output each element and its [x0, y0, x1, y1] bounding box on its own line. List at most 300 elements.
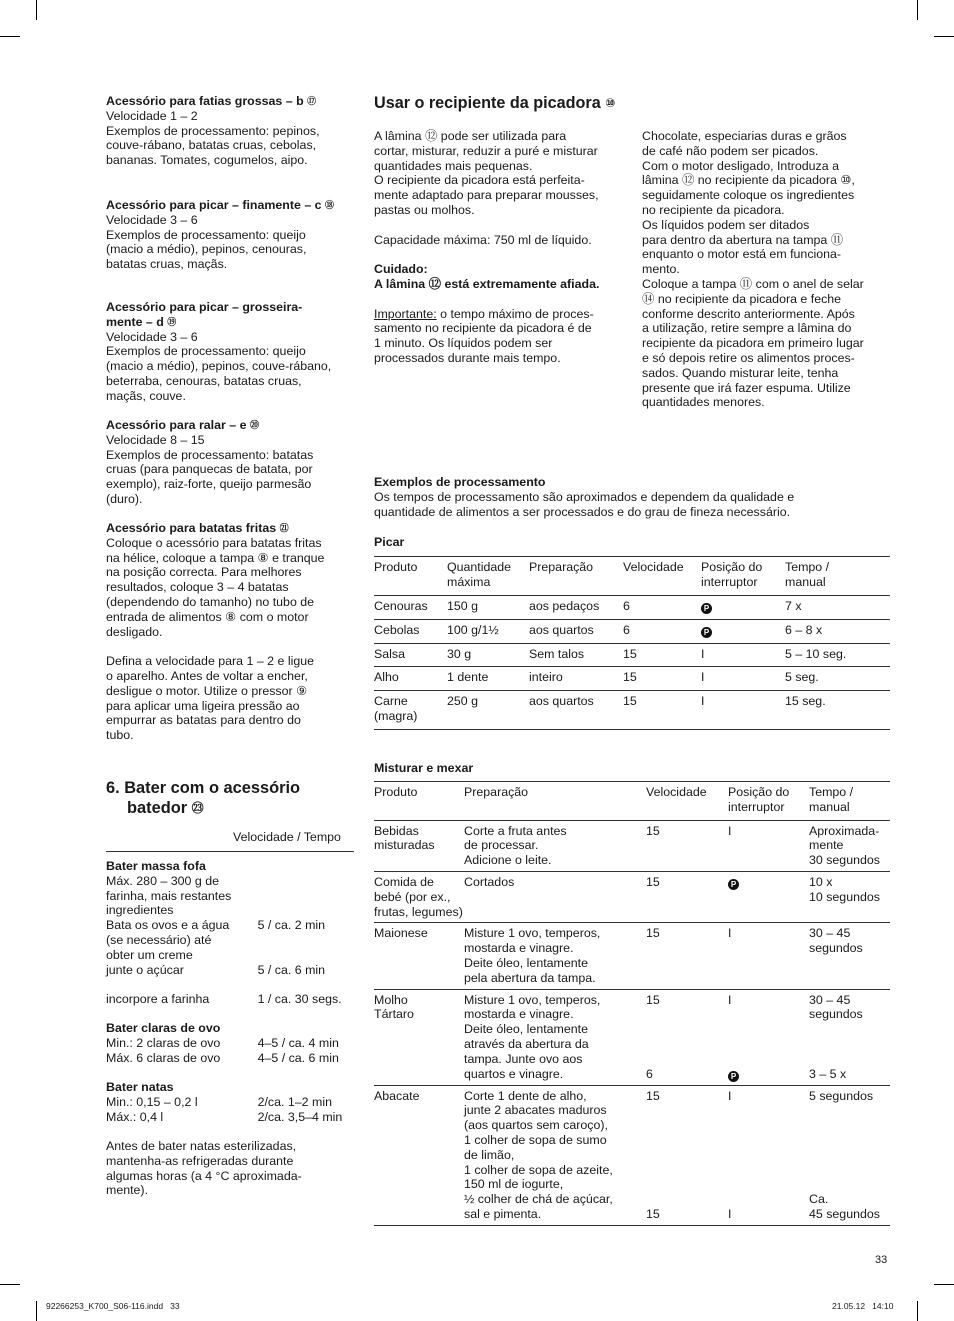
table-row: [374, 1086, 890, 1226]
line: (macio a médio), pepinos, couve-rábano,: [106, 359, 332, 374]
crop-mark: [0, 36, 20, 37]
examples-intro: [374, 475, 894, 519]
cell-line: [728, 1133, 809, 1148]
cell-line: [809, 1052, 890, 1067]
cell-line: Deite óleo, lentamente: [464, 955, 588, 970]
cell-line: 15: [646, 1206, 660, 1221]
cell-line: Misture 1 ovo, temperos,: [464, 992, 601, 1007]
subheading: Bater massa fofa: [106, 859, 206, 873]
pulse-icon: P: [728, 879, 739, 890]
line: sados. Quando misturar leite, tenha: [642, 365, 839, 380]
cell-line: 1 colher de sopa de sumo: [464, 1132, 607, 1147]
cell-line: I: [701, 670, 705, 685]
cell-line: [646, 1118, 728, 1133]
cell-line: [646, 1163, 728, 1178]
line: quantidades menores.: [642, 395, 765, 410]
cell-line: [728, 1007, 809, 1022]
cell-line: inteiro: [529, 670, 563, 685]
table-cell: [529, 670, 623, 685]
table-row: [374, 821, 890, 872]
table-cell: [728, 785, 809, 815]
title: Acessório para picar – finamente – c: [106, 198, 322, 212]
table-cell: [785, 694, 890, 724]
line: maçãs, couve.: [106, 388, 186, 403]
step: junte o açúcar: [106, 962, 184, 977]
table-cell: [374, 623, 447, 638]
cell-line: (aos quartos sem caroço),: [464, 1118, 608, 1133]
crop-mark: [36, 1301, 37, 1321]
line: Exemplos de processamento: pepinos,: [106, 123, 320, 138]
table-cell: [529, 560, 623, 590]
speed-time: 5 / ca. 6 min: [257, 962, 326, 977]
cell-line: 15: [646, 926, 660, 941]
line: cruas (para panquecas de batata, por: [106, 462, 313, 477]
crop-mark: [917, 0, 918, 20]
cell-line: [646, 1022, 728, 1037]
line: e só depois retire os alimentos proces-: [642, 350, 855, 365]
line: beterraba, cenouras, batatas cruas,: [106, 373, 302, 388]
cell-line: Molho: [374, 992, 408, 1007]
cell-line: 15: [646, 992, 660, 1007]
cell-line: interruptor: [728, 799, 785, 814]
table-cell: [646, 824, 728, 868]
callout-number: ⑱: [325, 200, 335, 210]
cell-line: [728, 1192, 809, 1207]
table-row: [374, 872, 890, 923]
table-cell: [646, 926, 728, 985]
line: Velocidade 1 – 2: [106, 108, 198, 123]
pulse-icon: P: [701, 627, 712, 638]
table-cell: [447, 647, 529, 662]
heading-text: Usar o recipiente da picadora: [374, 94, 601, 112]
step: Bata os ovos e a água: [106, 918, 230, 933]
line: Velocidade 8 – 15: [106, 432, 205, 447]
cell-line: segundos: [809, 941, 863, 956]
line: A lâmina ⑫ pode ser utilizada para: [374, 129, 567, 143]
cell-line: Ca.: [809, 1192, 829, 1207]
table-cell: [701, 560, 785, 590]
cell-line: Preparação: [464, 785, 529, 799]
cell-line: Tempo /: [785, 560, 830, 574]
cell-line: 15: [646, 823, 660, 838]
cell-line: [728, 1103, 809, 1118]
line: batatas cruas, maçãs.: [106, 257, 228, 272]
line: Os tempos de processamento são aproximados e dependem da qualidade e: [374, 489, 795, 504]
line: mento.: [642, 262, 680, 277]
line: Máx. 280 – 300 g de: [106, 873, 219, 888]
cell-line: [809, 1037, 890, 1052]
step: (se necessário) até: [106, 932, 212, 947]
speed-time: 2/ca. 3,5–4 min: [257, 1109, 343, 1124]
cell-line: 15: [646, 874, 660, 889]
cell-line: mente: [809, 838, 844, 853]
line: O recipiente da picadora está perfeita-: [374, 173, 585, 188]
table-cell: [728, 926, 809, 985]
cell-line: Bebidas: [374, 823, 419, 838]
cell-line: (magra): [374, 708, 418, 723]
pulse-icon: P: [701, 603, 712, 614]
callout-number: ⑰: [307, 96, 317, 106]
crop-mark: [0, 1284, 20, 1285]
cell-line: I: [728, 1088, 732, 1103]
picadora-col1: [374, 129, 629, 366]
footer-date: 21.05.12 14:10: [832, 1301, 894, 1311]
divider: [106, 851, 354, 852]
callout-number: ㉑: [279, 523, 289, 533]
cell-line: 30 – 45: [809, 992, 851, 1007]
cell-line: [728, 1052, 809, 1067]
title: mente – d: [106, 314, 164, 329]
table-cell: [809, 785, 890, 815]
cell-line: I: [701, 694, 705, 709]
cell-line: 100 g/1½: [447, 622, 499, 637]
crop-mark: [934, 1284, 954, 1285]
line: Velocidade 3 – 6: [106, 212, 198, 227]
line: para aplicar uma ligeira pressão ao: [106, 698, 300, 713]
cell-line: através da abertura da: [464, 1036, 589, 1051]
cell-line: I: [728, 926, 732, 941]
section-ralar: [106, 418, 356, 507]
table-cell: [728, 875, 809, 919]
cell-line: ½ colher de chá de açúcar,: [464, 1192, 613, 1207]
table-row: [374, 990, 890, 1086]
cell-line: junte 2 abacates maduros: [464, 1103, 607, 1118]
section-fino: [106, 198, 356, 272]
cell-line: Corte a fruta antes: [464, 823, 567, 838]
caution-title: Cuidado:: [374, 262, 428, 277]
cell-line: bebé (por ex.,: [374, 889, 451, 904]
table-cell: [529, 647, 623, 662]
line: Defina a velocidade para 1 – 2 e ligue: [106, 654, 315, 669]
cell-line: 1 colher de sopa de azeite,: [464, 1162, 613, 1177]
cell-line: tampa. Junte ovo aos: [464, 1051, 583, 1066]
line: quantidade de alimentos a ser processados e do grau de fineza necessário.: [374, 504, 791, 519]
line: Antes de bater natas esterilizadas,: [106, 1139, 297, 1153]
line: bananas. Tomates, cogumelos, aipo.: [106, 153, 308, 168]
cell-line: [728, 1177, 809, 1192]
section-heading: batedor: [127, 798, 188, 817]
table-cell: [701, 670, 785, 685]
table-row: [374, 667, 890, 691]
table-cell: [623, 647, 701, 662]
line: desligado.: [106, 624, 163, 639]
line: samento no recipiente da picadora é de: [374, 321, 592, 336]
table-cell: [701, 647, 785, 662]
cell-line: misturadas: [374, 838, 435, 853]
table-cell: [447, 623, 529, 638]
table-title: Misturar e mexar: [374, 761, 474, 775]
cell-line: 3 – 5 x: [809, 1066, 847, 1081]
cell-line: aos quartos: [529, 622, 594, 637]
cell-line: [646, 1133, 728, 1148]
line: quantidades mais pequenas.: [374, 158, 533, 173]
table-cell: [374, 647, 447, 662]
line: lâmina ⑫ no recipiente da picadora ⑩,: [642, 173, 855, 188]
cell-line: [646, 1103, 728, 1118]
cell-line: [646, 1148, 728, 1163]
cell-line: Misture 1 ovo, temperos,: [464, 926, 601, 941]
cell-line: I: [728, 992, 732, 1007]
line: Velocidade 3 – 6: [106, 329, 198, 344]
title: Acessório para picar – grosseira-: [106, 300, 303, 314]
table-cell: [785, 647, 890, 662]
table-cell: [623, 623, 701, 638]
speed-time: 4–5 / ca. 4 min: [257, 1035, 339, 1050]
cell-line: manual: [785, 574, 826, 589]
cell-line: [728, 1148, 809, 1163]
fofa-row: [106, 963, 356, 978]
cell-line: 250 g: [447, 694, 479, 709]
cell-line: manual: [809, 799, 850, 814]
speed-time: 1 / ca. 30 segs.: [257, 992, 342, 1007]
table-cell: [464, 875, 646, 919]
callout-number: ⑲: [167, 316, 177, 327]
cell-line: [646, 1037, 728, 1052]
cell-line: Comida de: [374, 874, 434, 889]
table-cell: [374, 926, 464, 985]
cell-line: 5 seg.: [785, 670, 819, 685]
line: algumas horas (a 4 °C aproximada-: [106, 1168, 302, 1183]
line: o tempo máximo de proces-: [436, 306, 594, 321]
crop-mark: [36, 0, 37, 20]
table-cell: [447, 599, 529, 614]
line: no recipiente da picadora.: [642, 202, 785, 217]
line: (macio a médio), pepinos, cenouras,: [106, 242, 307, 257]
cell-line: Quantidade: [447, 560, 512, 574]
cell-line: 1 dente: [447, 670, 489, 685]
line: a utilização, retire sempre a lâmina do: [642, 321, 852, 336]
cell-line: Deite óleo, lentamente: [464, 1022, 588, 1037]
section-fritas: [106, 521, 356, 743]
line: na hélice, coloque a tampa ⑧ e tranque: [106, 550, 325, 565]
page-number: 33: [875, 1254, 888, 1266]
table-cell: [701, 623, 785, 638]
cell-line: I: [728, 823, 732, 838]
table-cell: [447, 694, 529, 724]
table-cell: [447, 670, 529, 685]
cell-line: Posição do: [728, 785, 790, 799]
step: obter um creme: [106, 947, 193, 962]
table-row: [374, 596, 890, 620]
line: enquanto o motor está em funciona-: [642, 247, 842, 262]
table-cell: [374, 694, 447, 724]
cell-line: aos pedaços: [529, 598, 600, 613]
title: Acessório para batatas fritas: [106, 521, 277, 535]
cell-line: 5 segundos: [809, 1088, 874, 1103]
line: Coloque a tampa ⑪ com o anel de selar: [642, 276, 864, 291]
table-cell: [646, 875, 728, 919]
table-row: [374, 644, 890, 668]
table-cell: [374, 670, 447, 685]
table-title: Picar: [374, 535, 405, 549]
line: mantenha-as refrigeradas durante: [106, 1153, 294, 1168]
table-cell: [809, 926, 890, 985]
cell-line: Corte 1 dente de alho,: [464, 1088, 587, 1103]
table-cell: [374, 824, 464, 868]
line: entrada de alimentos ⑧ com o motor: [106, 609, 309, 624]
subheading: Bater claras de ovo: [106, 1021, 221, 1035]
cell-line: [646, 1177, 728, 1192]
table-cell: [529, 599, 623, 614]
table-cell: [623, 560, 701, 590]
table-cell: [374, 560, 447, 590]
table-cell: [464, 926, 646, 985]
cell-line: 15: [623, 694, 637, 709]
cell-line: mostarda e vinagre.: [464, 941, 574, 956]
line: Exemplos de processamento: queijo: [106, 227, 306, 242]
section-fatias: [106, 94, 356, 168]
cell-line: Cenouras: [374, 598, 428, 613]
line: mente).: [106, 1183, 149, 1198]
crop-mark: [917, 1301, 918, 1321]
cell-line: 10 x: [809, 874, 833, 889]
table-cell: [809, 993, 890, 1082]
cell-line: 30 g: [447, 646, 472, 661]
table-cell: [785, 560, 890, 590]
table-cell: [701, 694, 785, 724]
line: couve-rábano, batatas cruas, cebolas,: [106, 138, 317, 153]
cell-line: [728, 1163, 809, 1178]
natas-block: [106, 1080, 356, 1124]
cell-line: [646, 1007, 728, 1022]
cell-line: Cortados: [464, 874, 515, 889]
cell-line: interruptor: [701, 574, 758, 589]
cell-line: 30 segundos: [809, 853, 880, 868]
line: para dentro da abertura na tampa ⑪: [642, 232, 844, 247]
table-header: [374, 782, 890, 821]
table-cell: [623, 694, 701, 724]
line: mente adaptado para preparar mousses,: [374, 188, 599, 203]
table-cell: [785, 599, 890, 614]
speed-time: 4–5 / ca. 6 min: [257, 1050, 339, 1065]
line: de café não podem ser picados.: [642, 143, 819, 158]
line: cortar, misturar, reduzir a puré e misturar: [374, 143, 598, 158]
line: Chocolate, especiarias duras e grãos: [642, 129, 847, 143]
table-cell: [374, 993, 464, 1082]
callout-number: ⑳: [249, 420, 259, 430]
table-cell: [646, 1089, 728, 1222]
claras-block: [106, 1021, 356, 1065]
line: ingredientes: [106, 903, 174, 918]
line: conforme descrito anteriormente. Após: [642, 306, 855, 321]
cell-line: [809, 1177, 890, 1192]
line: (dependendo do tamanho) no tubo de: [106, 594, 315, 609]
cell-line: frutas, legumes): [374, 904, 463, 919]
cell-line: [809, 1103, 890, 1118]
cell-line: 7 x: [785, 598, 802, 613]
cell-line: [809, 1163, 890, 1178]
cell-line: 6: [623, 598, 630, 613]
step: Máx. 6 claras de ovo: [106, 1050, 221, 1065]
cell-line: [646, 1192, 728, 1207]
examples-title: Exemplos de processamento: [374, 475, 546, 489]
cell-line: Posição do: [701, 560, 763, 574]
section-heading: 6. Bater com o acessório: [106, 779, 301, 797]
step: Min.: 2 claras de ovo: [106, 1035, 221, 1050]
table-cell: [809, 824, 890, 868]
line: desligue o motor. Utilize o pressor ⑨: [106, 683, 308, 698]
cell-line: Sem talos: [529, 646, 585, 661]
callout-number: ㉓: [191, 800, 204, 815]
line: na posição correcta. Para melhores: [106, 565, 302, 580]
line: Com o motor desligado, Introduza a: [642, 158, 839, 173]
table-cell: [728, 993, 809, 1082]
capacity: Capacidade máxima: 750 ml de líquido.: [374, 232, 592, 247]
cell-line: Alho: [374, 670, 399, 685]
cell-line: Produto: [374, 560, 418, 574]
cell-line: Velocidade: [623, 560, 684, 574]
line: processados durante mais tempo.: [374, 350, 561, 365]
important-label: Importante:: [374, 306, 437, 321]
cell-line: 15: [623, 646, 637, 661]
table-row: [374, 691, 890, 730]
cell-line: [809, 1133, 890, 1148]
table-cell: [728, 1089, 809, 1222]
line: tubo.: [106, 728, 134, 743]
footer-file: 92266253_K700_S06-116.indd 33: [46, 1301, 180, 1311]
cell-line: I: [728, 1206, 732, 1221]
line: ⑭ no recipiente da picadora e feche: [642, 291, 842, 306]
cell-line: 150 g: [447, 598, 479, 613]
speed-time: 2/ca. 1–2 min: [257, 1094, 332, 1109]
table-cell: [701, 599, 785, 614]
title: Acessório para fatias grossas – b: [106, 94, 304, 108]
crop-mark: [934, 36, 954, 37]
cell-line: Tártaro: [374, 1007, 414, 1022]
caution-text: A lâmina ⑫ está extremamente afiada.: [374, 276, 600, 291]
step: Min.: 0,15 – 0,2 l: [106, 1094, 198, 1109]
cell-line: sal e pimenta.: [464, 1206, 542, 1221]
line: pastas ou molhos.: [374, 202, 475, 217]
picadora-col2: [642, 129, 902, 410]
table-cell: [646, 993, 728, 1082]
cell-line: [728, 1022, 809, 1037]
cell-line: 6 – 8 x: [785, 622, 823, 637]
cell-line: 15: [646, 1088, 660, 1103]
cell-line: segundos: [809, 1007, 863, 1022]
line: Coloque o acessório para batatas fritas: [106, 535, 322, 550]
cell-line: de limão,: [464, 1147, 515, 1162]
line: 1 minuto. Os líquidos podem ser: [374, 336, 553, 351]
line: seguidamente coloque os ingredientes: [642, 188, 855, 203]
line: empurrar as batatas para dentro do: [106, 713, 301, 728]
table-cell: [785, 623, 890, 638]
line: Exemplos de processamento: queijo: [106, 344, 306, 359]
cell-line: 15: [623, 670, 637, 685]
cell-line: 6: [646, 1066, 653, 1081]
line: resultados, coloque 3 – 4 batatas: [106, 580, 289, 595]
cell-line: Velocidade: [646, 785, 707, 799]
cell-line: 45 segundos: [809, 1206, 880, 1221]
table-cell: [623, 670, 701, 685]
line: Os líquidos podem ser ditados: [642, 217, 810, 232]
cell-line: Tempo /: [809, 785, 854, 799]
cell-line: Adicione o leite.: [464, 853, 552, 868]
cell-line: [809, 1118, 890, 1133]
fofa-block: [106, 859, 356, 1007]
speed-time: 5 / ca. 2 min: [257, 918, 326, 933]
cell-line: Carne: [374, 694, 408, 709]
line: exemplo), raiz-forte, queijo parmesão: [106, 477, 312, 492]
fofa-row: [106, 918, 356, 962]
cell-line: [646, 1052, 728, 1067]
section-bater: [106, 779, 356, 818]
step: incorpore a farinha: [106, 992, 210, 1007]
cell-line: [728, 1037, 809, 1052]
cell-line: Abacate: [374, 1088, 420, 1103]
cell-line: [809, 1022, 890, 1037]
cell-line: Cebolas: [374, 622, 420, 637]
